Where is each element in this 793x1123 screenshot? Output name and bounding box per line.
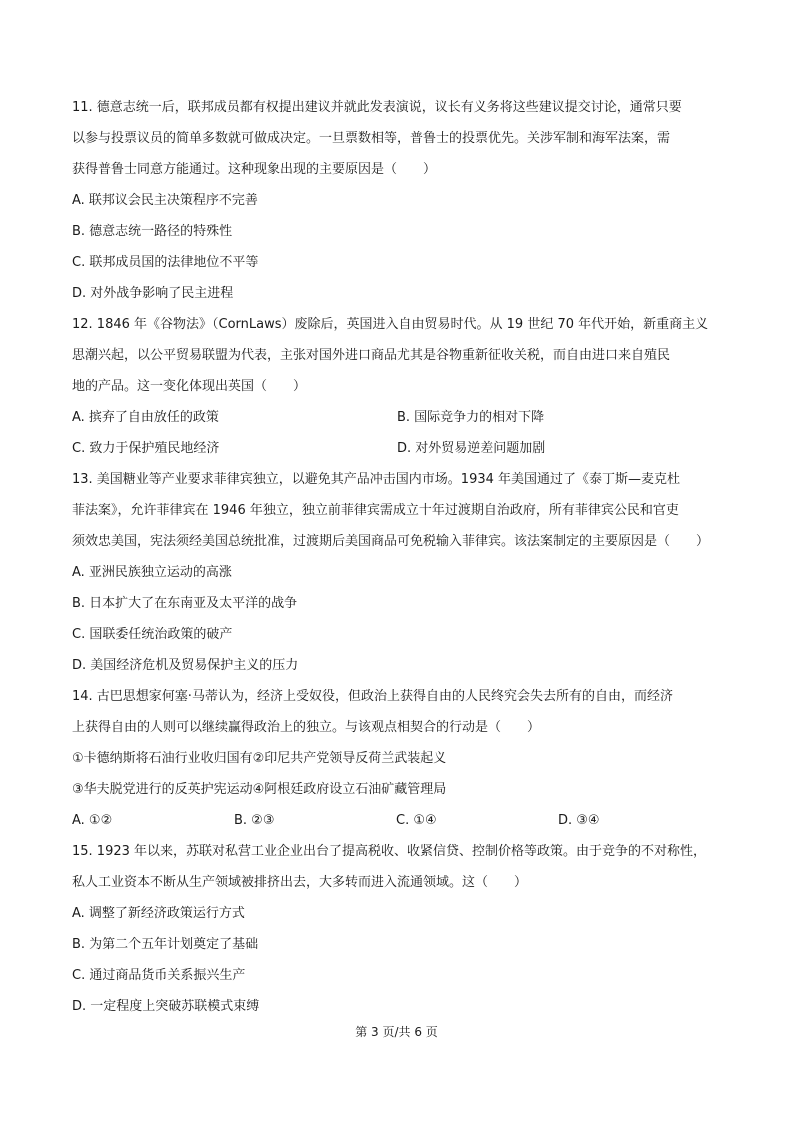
- question-14-option-a: A. ①②: [72, 813, 113, 828]
- question-14-option-d: D. ③④: [558, 813, 600, 828]
- question-13-option-a: A. 亚洲民族独立运动的高涨: [72, 565, 232, 580]
- question-13-stem-line-2: 菲法案》，允许菲律宾在 1946 年独立，独立前菲律宾需成立十年过渡期自治政府，所有菲律宾公民和官吏: [72, 503, 679, 518]
- question-14: [72, 681, 722, 836]
- question-13: [72, 464, 722, 681]
- question-13-option-d: D. 美国经济危机及贸易保护主义的压力: [72, 658, 299, 673]
- question-14-stem-line-3: ①卡德纳斯将石油行业收归国有②印尼共产党领导反荷兰武装起义: [72, 751, 447, 766]
- question-11-option-c: C. 联邦成员国的法律地位不平等: [72, 255, 259, 270]
- question-14-options-row: [72, 805, 722, 836]
- question-11-stem-line-1: 11. 德意志统一后，联邦成员都有权提出建议并就此发表演说，议长有义务将这些建议提交讨论，通常只要: [72, 100, 682, 115]
- question-13-option-c: C. 国联委任统治政策的破产: [72, 627, 233, 642]
- question-15-option-c: C. 通过商品货币关系振兴生产: [72, 968, 246, 983]
- question-14-option-c: C. ①④: [396, 813, 437, 828]
- question-12-option-d: D. 对外贸易逆差问题加剧: [397, 441, 546, 456]
- question-15: [72, 836, 722, 1022]
- question-13-option-b: B. 日本扩大了在东南亚及太平洋的战争: [72, 596, 298, 611]
- question-14-stem-line-1: 14. 古巴思想家何塞·马蒂认为，经济上受奴役，但政治上获得自由的人民终究会失去所有的自由，而经济: [72, 689, 673, 704]
- question-11-stem-line-2: 以参与投票议员的简单多数就可做成决定。一旦票数相等，普鲁士的投票优先。关涉军制和海军法案，需: [72, 131, 671, 146]
- question-list: [72, 92, 722, 1022]
- question-15-stem-line-2: 私人工业资本不断从生产领域被排挤出去，大多转而进入流通领域。这（ ）: [72, 875, 528, 890]
- question-12-option-a: A. 摈弃了自由放任的政策: [72, 410, 219, 425]
- question-14-option-b: B. ②③: [234, 813, 275, 828]
- question-11-option-b: B. 德意志统一路径的特殊性: [72, 224, 233, 239]
- question-12-option-c: C. 致力于保护殖民地经济: [72, 441, 220, 456]
- question-12: [72, 309, 722, 464]
- question-11-option-a: A. 联邦议会民主决策程序不完善: [72, 193, 258, 208]
- question-12-options-row-1: [72, 402, 722, 433]
- question-12-stem-line-3: 地的产品。这一变化体现出英国（ ）: [72, 379, 307, 394]
- question-15-stem-line-1: 15. 1923 年以来，苏联对私营工业企业出台了提高税收、收紧信贷、控制价格等政策。由于竞争的不对称性，: [72, 844, 707, 859]
- question-14-stem-line-2: 上获得自由的人则可以继续赢得政治上的独立。与该观点相契合的行动是（ ）: [72, 720, 541, 735]
- question-11: [72, 92, 722, 309]
- question-11-option-d: D. 对外战争影响了民主进程: [72, 286, 234, 301]
- question-15-option-a: A. 调整了新经济政策运行方式: [72, 906, 245, 921]
- question-12-option-b: B. 国际竞争力的相对下降: [397, 410, 545, 425]
- question-12-stem-line-2: 思潮兴起，以公平贸易联盟为代表，主张对国外进口商品尤其是谷物重新征收关税，而自由进口来自殖民: [72, 348, 671, 363]
- question-11-stem-line-3: 获得普鲁士同意方能通过。这种现象出现的主要原因是（ ）: [72, 162, 437, 177]
- question-14-stem-line-4: ③华夫脱党进行的反英护宪运动④阿根廷政府设立石油矿藏管理局: [72, 782, 447, 797]
- question-15-option-d: D. 一定程度上突破苏联模式束缚: [72, 999, 260, 1014]
- page-number-footer: 第 3 页/共 6 页: [355, 1025, 438, 1039]
- question-13-stem-line-3: 须效忠美国，宪法须经美国总统批准，过渡期后美国商品可免税输入菲律宾。该法案制定的主要原因是（ ）: [72, 534, 710, 549]
- question-12-stem-line-1: 12. 1846 年《谷物法》（CornLaws）废除后，英国进入自由贸易时代。从 19 世纪 70 年代开始，新重商主义: [72, 317, 709, 332]
- question-12-options-row-2: [72, 433, 722, 464]
- question-15-option-b: B. 为第二个五年计划奠定了基础: [72, 937, 259, 952]
- question-13-stem-line-1: 13. 美国糖业等产业要求菲律宾独立，以避免其产品冲击国内市场。1934 年美国通过了《泰丁斯—麦克杜: [72, 472, 681, 487]
